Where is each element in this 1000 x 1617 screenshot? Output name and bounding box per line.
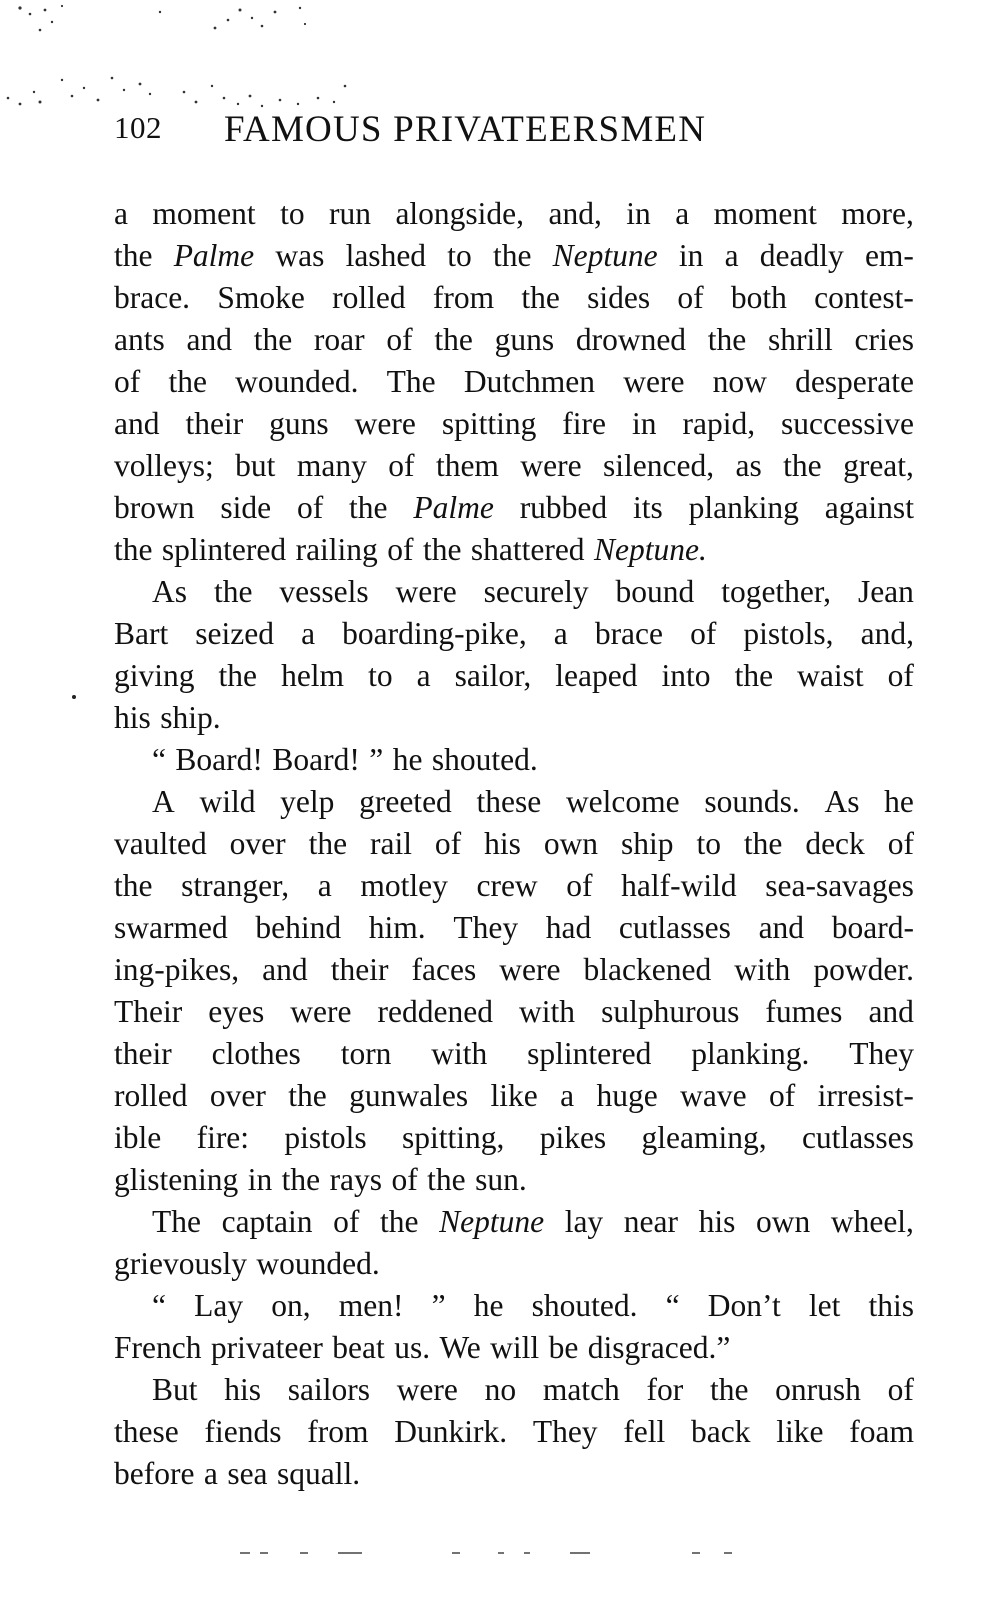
text-line — [114, 487, 914, 529]
word: torn — [340, 1036, 392, 1071]
word: to — [368, 658, 393, 693]
word: captain — [221, 1204, 313, 1239]
word: beat — [332, 1330, 385, 1365]
word: as — [735, 448, 762, 483]
word: Smoke — [217, 280, 305, 315]
text-line — [114, 739, 914, 781]
text-line — [114, 1327, 914, 1369]
word: stranger, — [181, 868, 290, 903]
word: be — [548, 1330, 579, 1365]
word: let — [808, 1288, 841, 1323]
word: planking. — [691, 1036, 810, 1071]
text-line — [114, 361, 914, 403]
text-line — [114, 235, 914, 277]
word: of — [887, 1372, 914, 1407]
word: a — [203, 1456, 218, 1491]
word: sailor, — [454, 658, 532, 693]
scan-speckles — [0, 0, 380, 120]
word: rubbed — [519, 490, 608, 525]
word: to — [447, 238, 472, 273]
word: welcome — [565, 784, 680, 819]
word: shouted. — [531, 1288, 638, 1323]
text-line — [114, 571, 914, 613]
text-line — [114, 1159, 914, 1201]
word: of — [677, 280, 704, 315]
word: the — [734, 658, 774, 693]
word: sides — [587, 280, 651, 315]
word: pistols, — [743, 616, 834, 651]
word: no — [484, 1372, 517, 1407]
word: both — [730, 280, 787, 315]
word: like — [490, 1078, 538, 1113]
word: splintered — [527, 1036, 652, 1071]
word: clothes — [211, 1036, 301, 1071]
text-line — [114, 1411, 914, 1453]
word: the — [281, 1162, 321, 1197]
text-line — [114, 991, 914, 1033]
word: sulphurous — [601, 994, 740, 1029]
word: Palme — [413, 490, 494, 525]
word: “ — [152, 1288, 166, 1323]
word: the — [709, 1372, 749, 1407]
word: pistols — [284, 1120, 367, 1155]
word: a — [553, 616, 568, 651]
word: the — [349, 490, 388, 525]
word: Neptune — [439, 1204, 545, 1239]
word: lay — [564, 1204, 604, 1239]
word: Bart — [114, 616, 169, 651]
word: pikes — [539, 1120, 607, 1155]
word: had — [545, 910, 592, 945]
word: were — [623, 364, 685, 399]
word: his — [484, 826, 521, 861]
word: a — [560, 1078, 575, 1113]
word: helm — [281, 658, 345, 693]
word: a — [675, 196, 690, 231]
word: fumes — [765, 994, 843, 1029]
word: huge — [596, 1078, 658, 1113]
word: grievously — [114, 1246, 247, 1281]
word: brown — [114, 490, 195, 525]
text-line — [114, 949, 914, 991]
word: greeted — [359, 784, 452, 819]
word: the — [114, 238, 153, 273]
word: shattered — [470, 532, 585, 567]
word: gleaming, — [641, 1120, 767, 1155]
word: for — [646, 1372, 684, 1407]
word: more, — [841, 196, 914, 231]
word: of — [333, 1204, 360, 1239]
word: yelp — [280, 784, 335, 819]
word: against — [824, 490, 914, 525]
word: he — [473, 1288, 504, 1323]
word: in — [626, 196, 651, 231]
word: rapid, — [682, 406, 756, 441]
word: sailors — [287, 1372, 370, 1407]
running-head — [114, 110, 814, 156]
word: but — [235, 448, 276, 483]
word: the — [380, 1204, 419, 1239]
word: privateer — [210, 1330, 323, 1365]
word: cutlasses — [618, 910, 731, 945]
word: ” — [369, 742, 384, 777]
word: leaped — [555, 658, 638, 693]
word: the — [521, 280, 560, 315]
word: silenced, — [602, 448, 715, 483]
word: a — [301, 616, 316, 651]
text-line — [114, 1453, 914, 1495]
word: drowned — [575, 322, 687, 357]
word: the — [114, 868, 153, 903]
word: shouted. — [431, 742, 538, 777]
word: wounded. — [256, 1246, 380, 1281]
word: to — [280, 196, 305, 231]
text-line — [114, 445, 914, 487]
text-line — [114, 907, 914, 949]
word: squall. — [276, 1456, 361, 1491]
word: We — [439, 1330, 481, 1365]
word: and — [868, 994, 914, 1029]
word: their — [185, 406, 244, 441]
word: run — [329, 196, 372, 231]
word: successive — [781, 406, 914, 441]
word: the — [743, 826, 783, 861]
word: volleys; — [114, 448, 214, 483]
word: these — [476, 784, 542, 819]
word: own — [755, 1204, 811, 1239]
word: his — [224, 1372, 261, 1407]
word: half-wild — [621, 868, 737, 903]
word: own — [543, 826, 599, 861]
word: faces — [411, 952, 477, 987]
word: board- — [831, 910, 914, 945]
word: The — [152, 1204, 201, 1239]
word: fiends — [204, 1414, 282, 1449]
word: their — [114, 1036, 172, 1071]
word: securely — [483, 574, 589, 609]
text-line — [114, 781, 914, 823]
word: “ — [152, 742, 166, 777]
word: and — [262, 952, 308, 987]
word: men! — [338, 1288, 404, 1323]
word: Dunkirk. — [394, 1414, 508, 1449]
word: bound — [615, 574, 695, 609]
word: spitting, — [401, 1120, 505, 1155]
word: onrush — [775, 1372, 861, 1407]
text-line — [114, 1369, 914, 1411]
body-text — [114, 193, 914, 1495]
word: They — [849, 1036, 914, 1071]
word: the — [492, 238, 532, 273]
word: the — [168, 364, 207, 399]
word: a — [317, 868, 332, 903]
word: wild — [199, 784, 256, 819]
text-line — [114, 1117, 914, 1159]
word: side — [220, 490, 272, 525]
word: ants — [114, 322, 165, 357]
word: glistening — [114, 1162, 239, 1197]
word: were — [354, 406, 416, 441]
word: of — [434, 826, 462, 861]
text-line — [114, 1033, 914, 1075]
word: brace. — [114, 280, 191, 315]
word: contest- — [814, 280, 914, 315]
word: his — [698, 1204, 736, 1239]
word: sounds. — [704, 784, 800, 819]
word: great, — [843, 448, 914, 483]
word: desperate — [795, 364, 914, 399]
word: the — [114, 532, 153, 567]
word: Palme — [173, 238, 255, 273]
word: from — [307, 1414, 369, 1449]
text-line — [114, 697, 914, 739]
word: sea-savages — [765, 868, 914, 903]
word: and — [186, 322, 232, 357]
word: and, — [860, 616, 914, 651]
word: us. — [394, 1330, 431, 1365]
text-line — [114, 655, 914, 697]
word: rolled — [114, 1078, 188, 1113]
margin-mark — [72, 695, 76, 699]
word: shrill — [768, 322, 833, 357]
word: over — [229, 826, 286, 861]
word: of — [887, 826, 914, 861]
word: disgraced.” — [587, 1330, 731, 1365]
word: into — [661, 658, 711, 693]
word: these — [114, 1414, 179, 1449]
word: of — [388, 448, 415, 483]
word: Lay — [194, 1288, 244, 1323]
text-line — [114, 319, 914, 361]
running-title: FAMOUS PRIVATEERSMEN — [224, 109, 707, 150]
word: and — [114, 406, 160, 441]
word: a — [724, 238, 739, 273]
word: moment — [713, 196, 817, 231]
word: Don’t — [707, 1288, 781, 1323]
text-line — [114, 1243, 914, 1285]
word: Dutchmen — [463, 364, 596, 399]
word: fire — [562, 406, 607, 441]
word: the — [308, 826, 348, 861]
word: rail — [370, 826, 412, 861]
word: Their — [114, 994, 183, 1029]
text-line — [114, 1201, 914, 1243]
word: ” — [431, 1288, 446, 1323]
word: ship. — [160, 700, 221, 735]
word: planking — [688, 490, 799, 525]
word: They — [532, 1414, 598, 1449]
word: Board! — [175, 742, 263, 777]
word: railing — [295, 532, 378, 567]
word: of — [769, 1078, 796, 1113]
word: guns — [269, 406, 329, 441]
word: reddened — [377, 994, 493, 1029]
word: its — [633, 490, 663, 525]
word: he — [392, 742, 423, 777]
word: he — [884, 784, 914, 819]
bottom-scan-marks — [240, 1550, 740, 1556]
word: many — [296, 448, 367, 483]
word: swarmed — [114, 910, 228, 945]
word: blackened — [583, 952, 712, 987]
word: were — [499, 952, 561, 987]
word: with — [431, 1036, 488, 1071]
word: wheel, — [830, 1204, 914, 1239]
word: in — [678, 238, 704, 273]
word: near — [623, 1204, 678, 1239]
word: ship — [621, 826, 674, 861]
word: cutlasses — [801, 1120, 914, 1155]
word: with — [734, 952, 791, 987]
text-line — [114, 403, 914, 445]
word: vessels — [279, 574, 369, 609]
word: the — [288, 1078, 327, 1113]
word: him. — [368, 910, 426, 945]
word: Jean — [857, 574, 914, 609]
word: sea — [227, 1456, 268, 1491]
word: brace — [594, 616, 663, 651]
word: splintered — [161, 532, 287, 567]
word: the — [213, 574, 253, 609]
text-line — [114, 823, 914, 865]
text-line — [114, 277, 914, 319]
word: irresist- — [817, 1078, 914, 1113]
word: fire: — [196, 1120, 250, 1155]
word: together, — [721, 574, 832, 609]
word: a — [114, 196, 128, 231]
text-line — [114, 529, 914, 571]
word: were — [290, 994, 352, 1029]
word: As — [152, 574, 188, 609]
word: moment — [152, 196, 256, 231]
word: match — [542, 1372, 620, 1407]
word: French — [114, 1330, 202, 1365]
word: boarding-pike, — [342, 616, 527, 651]
word: Neptune. — [594, 532, 707, 567]
word: them — [435, 448, 499, 483]
word: Neptune — [552, 238, 658, 273]
word: rays — [329, 1162, 383, 1197]
word: As — [824, 784, 860, 819]
word: a — [416, 658, 431, 693]
word: back — [691, 1414, 751, 1449]
word: their — [330, 952, 389, 987]
word: roar — [313, 322, 365, 357]
word: were — [396, 1372, 458, 1407]
word: of — [114, 364, 141, 399]
word: and, — [548, 196, 602, 231]
word: from — [432, 280, 495, 315]
word: waist — [797, 658, 864, 693]
word: the — [707, 322, 747, 357]
word: behind — [255, 910, 342, 945]
word: the — [783, 448, 822, 483]
word: the — [422, 532, 462, 567]
word: of — [690, 616, 717, 651]
word: the — [434, 322, 473, 357]
word: in — [631, 406, 657, 441]
word: guns — [494, 322, 555, 357]
word: will — [490, 1330, 540, 1365]
word: gunwales — [349, 1078, 469, 1113]
word: of — [887, 658, 914, 693]
word: alongside, — [395, 196, 525, 231]
word: fell — [623, 1414, 666, 1449]
word: foam — [849, 1414, 914, 1449]
word: with — [519, 994, 576, 1029]
word: cries — [854, 322, 914, 357]
page-number: 102 — [114, 110, 162, 145]
word: were — [520, 448, 582, 483]
word: to — [696, 826, 721, 861]
text-line — [114, 193, 914, 235]
word: was — [275, 238, 325, 273]
word: Board! — [272, 742, 360, 777]
word: em- — [864, 238, 914, 273]
word: before — [114, 1456, 195, 1491]
word: the — [218, 658, 258, 693]
word: spitting — [441, 406, 537, 441]
word: crew — [476, 868, 538, 903]
word: They — [453, 910, 519, 945]
word: in — [247, 1162, 273, 1197]
word: “ — [665, 1288, 680, 1323]
word: eyes — [208, 994, 265, 1029]
word: his — [114, 700, 151, 735]
word: of — [387, 532, 414, 567]
word: deck — [805, 826, 865, 861]
word: ible — [114, 1120, 162, 1155]
word: A — [152, 784, 175, 819]
word: now — [712, 364, 767, 399]
text-line — [114, 1075, 914, 1117]
word: on, — [271, 1288, 311, 1323]
word: deadly — [759, 238, 844, 273]
word: the — [427, 1162, 466, 1197]
text-line — [114, 613, 914, 655]
text-line — [114, 1285, 914, 1327]
text-line — [114, 865, 914, 907]
word: sun. — [475, 1162, 527, 1197]
word: of — [566, 868, 593, 903]
word: wounded. — [235, 364, 359, 399]
word: of — [391, 1162, 418, 1197]
word: like — [776, 1414, 824, 1449]
word: But — [152, 1372, 198, 1407]
word: seized — [195, 616, 275, 651]
word: rolled — [332, 280, 406, 315]
word: powder. — [813, 952, 914, 987]
word: this — [868, 1288, 914, 1323]
word: over — [209, 1078, 266, 1113]
word: of — [296, 490, 324, 525]
word: the — [253, 322, 293, 357]
word: vaulted — [114, 826, 207, 861]
word: lashed — [345, 238, 427, 273]
word: and — [758, 910, 805, 945]
word: were — [395, 574, 457, 609]
word: wave — [680, 1078, 747, 1113]
word: The — [386, 364, 436, 399]
word: motley — [360, 868, 448, 903]
word: ing-pikes, — [114, 952, 240, 987]
word: giving — [114, 658, 195, 693]
word: of — [386, 322, 413, 357]
